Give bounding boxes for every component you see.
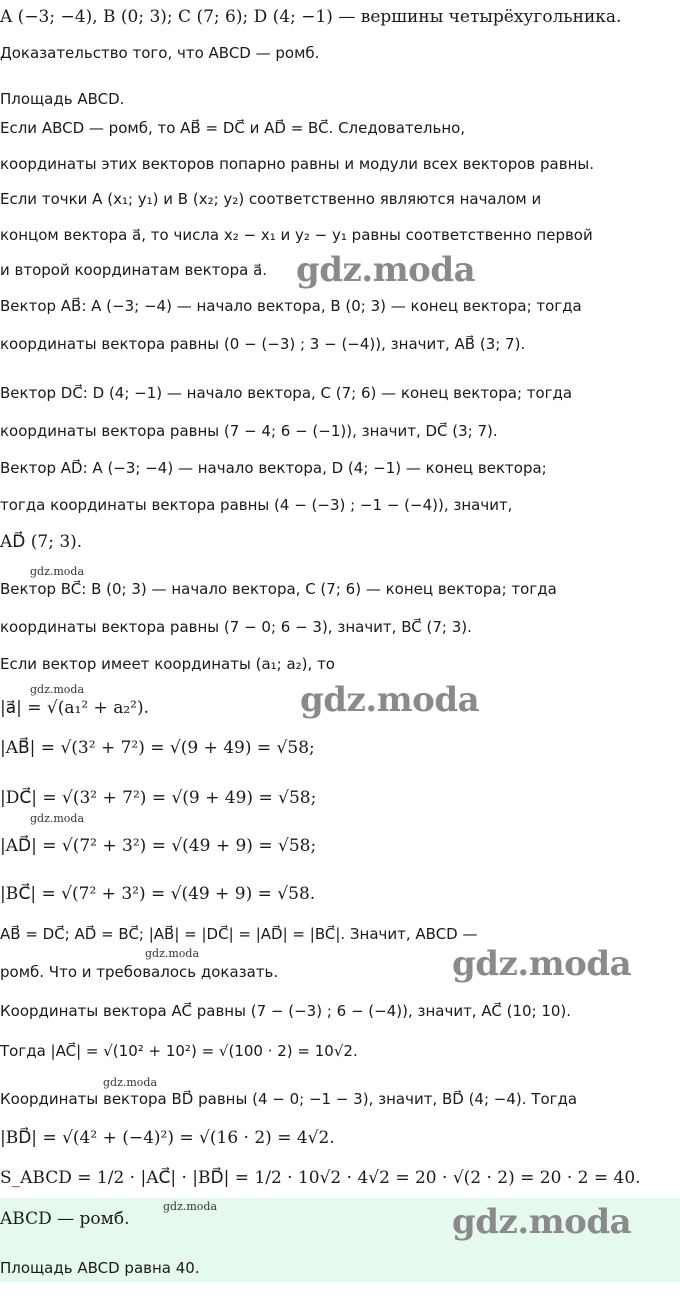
rhombus-condition: Если ABCD — ромб, то AB⃗ = DC⃗ и AD⃗ = BC⃗. Следовательно, bbox=[0, 119, 466, 137]
vector-bc-coords: координаты вектора равны (7 − 0; 6 − 3), значит, BC⃗ (7; 3). bbox=[0, 618, 472, 636]
vector-dc-coords: координаты вектора равны (7 − 4; 6 − (−1)), значит, DC⃗ (3; 7). bbox=[0, 422, 498, 440]
rhombus-condition-cont: координаты этих векторов попарно равны и модули всех векторов равны. bbox=[0, 155, 594, 173]
modulus-ac: Тогда |AC⃗| = √(10² + 10²) = √(100 · 2) = 10√2. bbox=[0, 1042, 358, 1060]
task-area: Площадь ABCD. bbox=[0, 90, 125, 108]
given-vertices: A (−3; −4), B (0; 3); C (7; 6); D (4; −1) — вершины четырёхугольника. bbox=[0, 7, 622, 27]
vector-ad-def: Вектор AD⃗: A (−3; −4) — начало вектора, D (4; −1) — конец вектора; bbox=[0, 459, 547, 477]
modulus-ad: |AD⃗| = √(7² + 3²) = √(49 + 9) = √58; bbox=[0, 836, 317, 856]
vector-bc-def: Вектор BC⃗: B (0; 3) — начало вектора, C (7; 6) — конец вектора; тогда bbox=[0, 580, 557, 598]
modulus-formula: |a⃗| = √(a₁² + a₂²). bbox=[0, 698, 150, 718]
watermark-small: gdz.moda bbox=[30, 565, 85, 578]
modulus-dc: |DC⃗| = √(3² + 7²) = √(9 + 49) = √58; bbox=[0, 788, 317, 808]
vector-ac-coords: Координаты вектора AC⃗ равны (7 − (−3) ; 6 − (−4)), значит, AC⃗ (10; 10). bbox=[0, 1002, 572, 1020]
answer-area: Площадь ABCD равна 40. bbox=[0, 1259, 200, 1277]
vector-rule: Если точки A (x₁; y₁) и B (x₂; y₂) соответственно являются началом и bbox=[0, 190, 542, 208]
watermark-small: gdz.moda bbox=[163, 1200, 218, 1213]
vector-rule-cont: концом вектора a⃗, то числа x₂ − x₁ и y₂ − y₁ равны соответственно первой bbox=[0, 226, 593, 244]
vector-ad-result: AD⃗ (7; 3). bbox=[0, 532, 83, 552]
watermark-small: gdz.moda bbox=[30, 812, 85, 825]
vector-ab-def: Вектор AB⃗: A (−3; −4) — начало вектора, B (0; 3) — конец вектора; тогда bbox=[0, 297, 582, 315]
proof-conclusion: ромб. Что и требовалось доказать. bbox=[0, 963, 279, 981]
watermark-logo: gdz.moda bbox=[296, 250, 476, 290]
answer-rhombus: ABCD — ромб. bbox=[0, 1209, 130, 1229]
modulus-bd: |BD⃗| = √(4² + (−4)²) = √(16 · 2) = 4√2. bbox=[0, 1128, 335, 1148]
modulus-rule: Если вектор имеет координаты (a₁; a₂), то bbox=[0, 655, 335, 673]
task-proof: Доказательство того, что ABCD — ромб. bbox=[0, 44, 320, 62]
equality-conclusion: AB⃗ = DC⃗; AD⃗ = BC⃗; |AB⃗| = |DC⃗| = |AD⃗| = |BC⃗|. Значит, ABCD — bbox=[0, 925, 478, 943]
modulus-ab: |AB⃗| = √(3² + 7²) = √(9 + 49) = √58; bbox=[0, 738, 315, 758]
modulus-bc: |BC⃗| = √(7² + 3²) = √(49 + 9) = √58. bbox=[0, 884, 316, 904]
vector-dc-def: Вектор DC⃗: D (4; −1) — начало вектора, C (7; 6) — конец вектора; тогда bbox=[0, 384, 573, 402]
vector-ad-coords: тогда координаты вектора равны (4 − (−3) ; −1 − (−4)), значит, bbox=[0, 496, 513, 514]
watermark-small: gdz.moda bbox=[145, 947, 200, 960]
watermark-small: gdz.moda bbox=[103, 1076, 158, 1089]
vector-bd-coords: Координаты вектора BD⃗ равны (4 − 0; −1 − 3), значит, BD⃗ (4; −4). Тогда bbox=[0, 1090, 578, 1108]
watermark-small: gdz.moda bbox=[30, 683, 85, 696]
watermark-logo: gdz.moda bbox=[452, 944, 632, 984]
watermark-logo: gdz.moda bbox=[452, 1202, 632, 1242]
area-formula: S_ABCD = 1/2 · |AC⃗| · |BD⃗| = 1/2 · 10√2 · 4√2 = 20 · √(2 · 2) = 20 · 2 = 40. bbox=[0, 1168, 641, 1188]
watermark-logo: gdz.moda bbox=[300, 680, 480, 720]
vector-rule-end: и второй координатам вектора a⃗. bbox=[0, 261, 268, 279]
vector-ab-coords: координаты вектора равны (0 − (−3) ; 3 − (−4)), значит, AB⃗ (3; 7). bbox=[0, 335, 526, 353]
